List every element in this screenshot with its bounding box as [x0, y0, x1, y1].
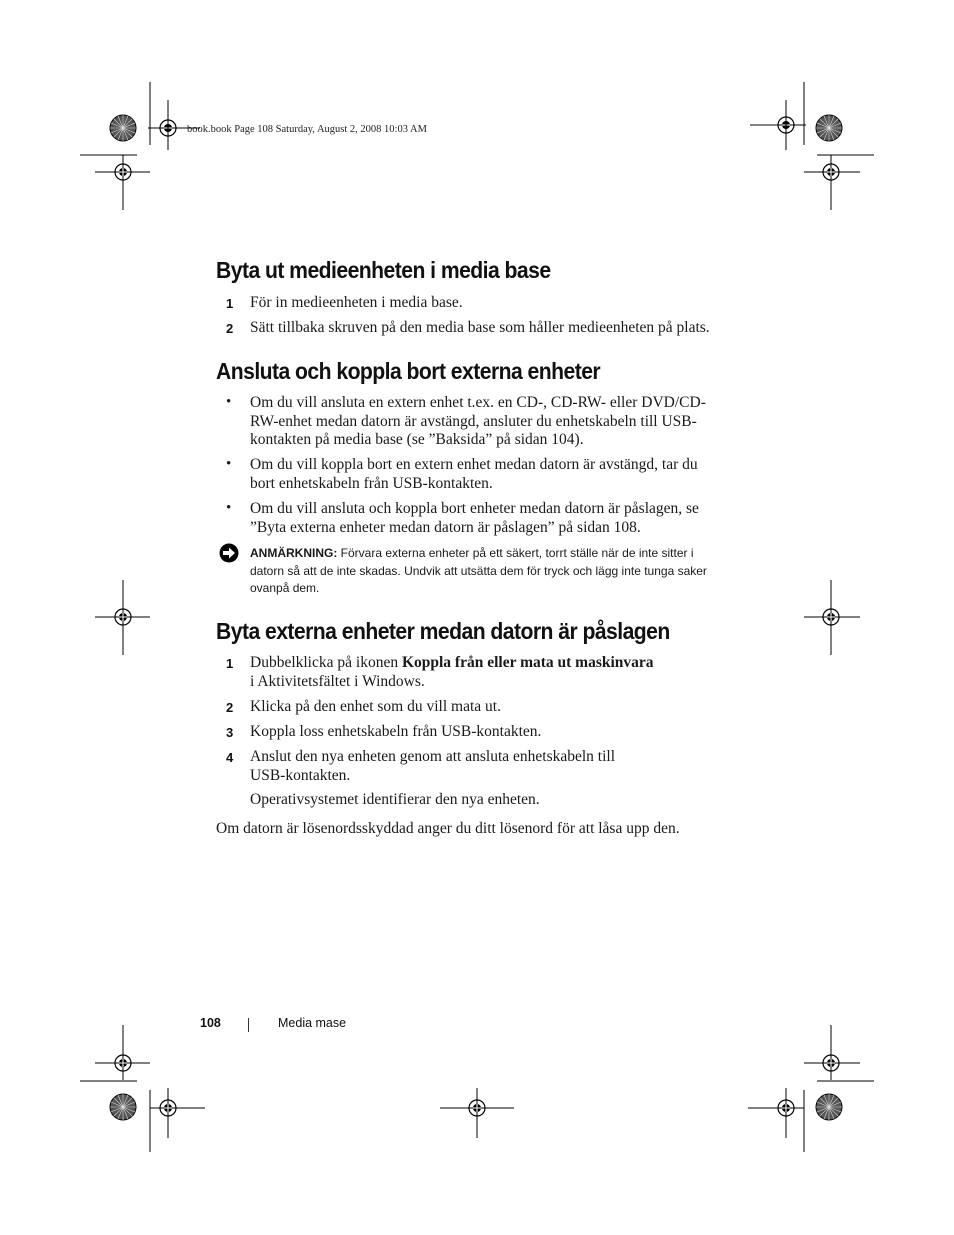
step-number: 3 — [226, 725, 234, 740]
registration-starburst-icon — [816, 115, 842, 141]
step-result-text: Operativsystemet identifierar den nya enheten. — [250, 791, 540, 808]
step-number: 1 — [226, 656, 234, 671]
bullet-text: Om du vill ansluta och koppla bort enheter medan datorn är påslagen, se ”Byta externa enheter medan datorn är påslagen” på sidan 108. — [250, 500, 699, 536]
step-text: Klicka på den enhet som du vill mata ut. — [250, 698, 501, 715]
step-text — [250, 654, 730, 691]
notice-label: ANMÄRKNING: — [250, 546, 338, 560]
step-number: 2 — [226, 700, 234, 715]
footer-chapter-title: Media mase — [278, 1016, 347, 1030]
registration-starburst-icon — [110, 115, 136, 141]
step-text: Anslut den nya enheten genom att ansluta enhetskabeln till USB-kontakten. — [250, 748, 616, 784]
section-heading-replace-media-drive: Byta ut medieenheten i media base — [216, 257, 551, 283]
bullet-text: Om du vill koppla bort en extern enhet medan datorn är avstängd, tar du bort enhetskabeln från USB-kontakten. — [250, 456, 698, 492]
section-heading-connect-external-devices: Ansluta och koppla bort externa enheter — [216, 358, 601, 384]
step-number: 4 — [226, 750, 234, 765]
closing-paragraph: Om datorn är lösenordsskyddad anger du ditt lösenord för att låsa upp den. — [216, 820, 680, 837]
bullet-symbol: • — [226, 456, 232, 472]
ui-element-name: Koppla från eller mata ut maskinvara — [401, 654, 654, 671]
print-header-info: book.book Page 108 Saturday, August 2, 2008 10:03 AM — [187, 124, 427, 135]
step-text: För in medieenheten i media base. — [250, 294, 463, 311]
step-text-part: Dubbelklicka på ikonen — [250, 654, 402, 671]
footer-divider — [248, 1018, 249, 1032]
page-number: 108 — [200, 1016, 221, 1030]
notice-text: Förvara externa enheter på ett säkert, torrt ställe när de inte sitter i datorn så att de inte skadas. Undvik att utsätta dem för tryck och lägg inte tunga saker ovanpå dem. — [250, 546, 707, 595]
step-text: Koppla loss enhetskabeln från USB-kontakten. — [250, 723, 542, 740]
step-number: 1 — [226, 296, 234, 311]
bullet-text: Om du vill ansluta en extern enhet t.ex. en CD-, CD-RW- eller DVD/CD-RW-enhet medan datorn är avstängd, ansluter du enhetskabeln till USB-kontakten på media base (se ”Baksida” på sidan 104). — [250, 394, 706, 448]
notice-arrow-icon — [219, 543, 239, 563]
registration-starburst-icon — [816, 1094, 842, 1120]
bullet-symbol: • — [226, 500, 232, 516]
notice-box — [250, 545, 725, 598]
step-text-part: i Aktivitetsfältet i Windows. — [250, 672, 425, 690]
section-heading-swap-devices-while-on: Byta externa enheter medan datorn är påslagen — [216, 618, 670, 644]
step-text: Sätt tillbaka skruven på den media base som håller medieenheten på plats. — [250, 319, 710, 336]
bullet-symbol: • — [226, 394, 232, 410]
step-number: 2 — [226, 321, 234, 336]
registration-starburst-icon — [110, 1094, 136, 1120]
